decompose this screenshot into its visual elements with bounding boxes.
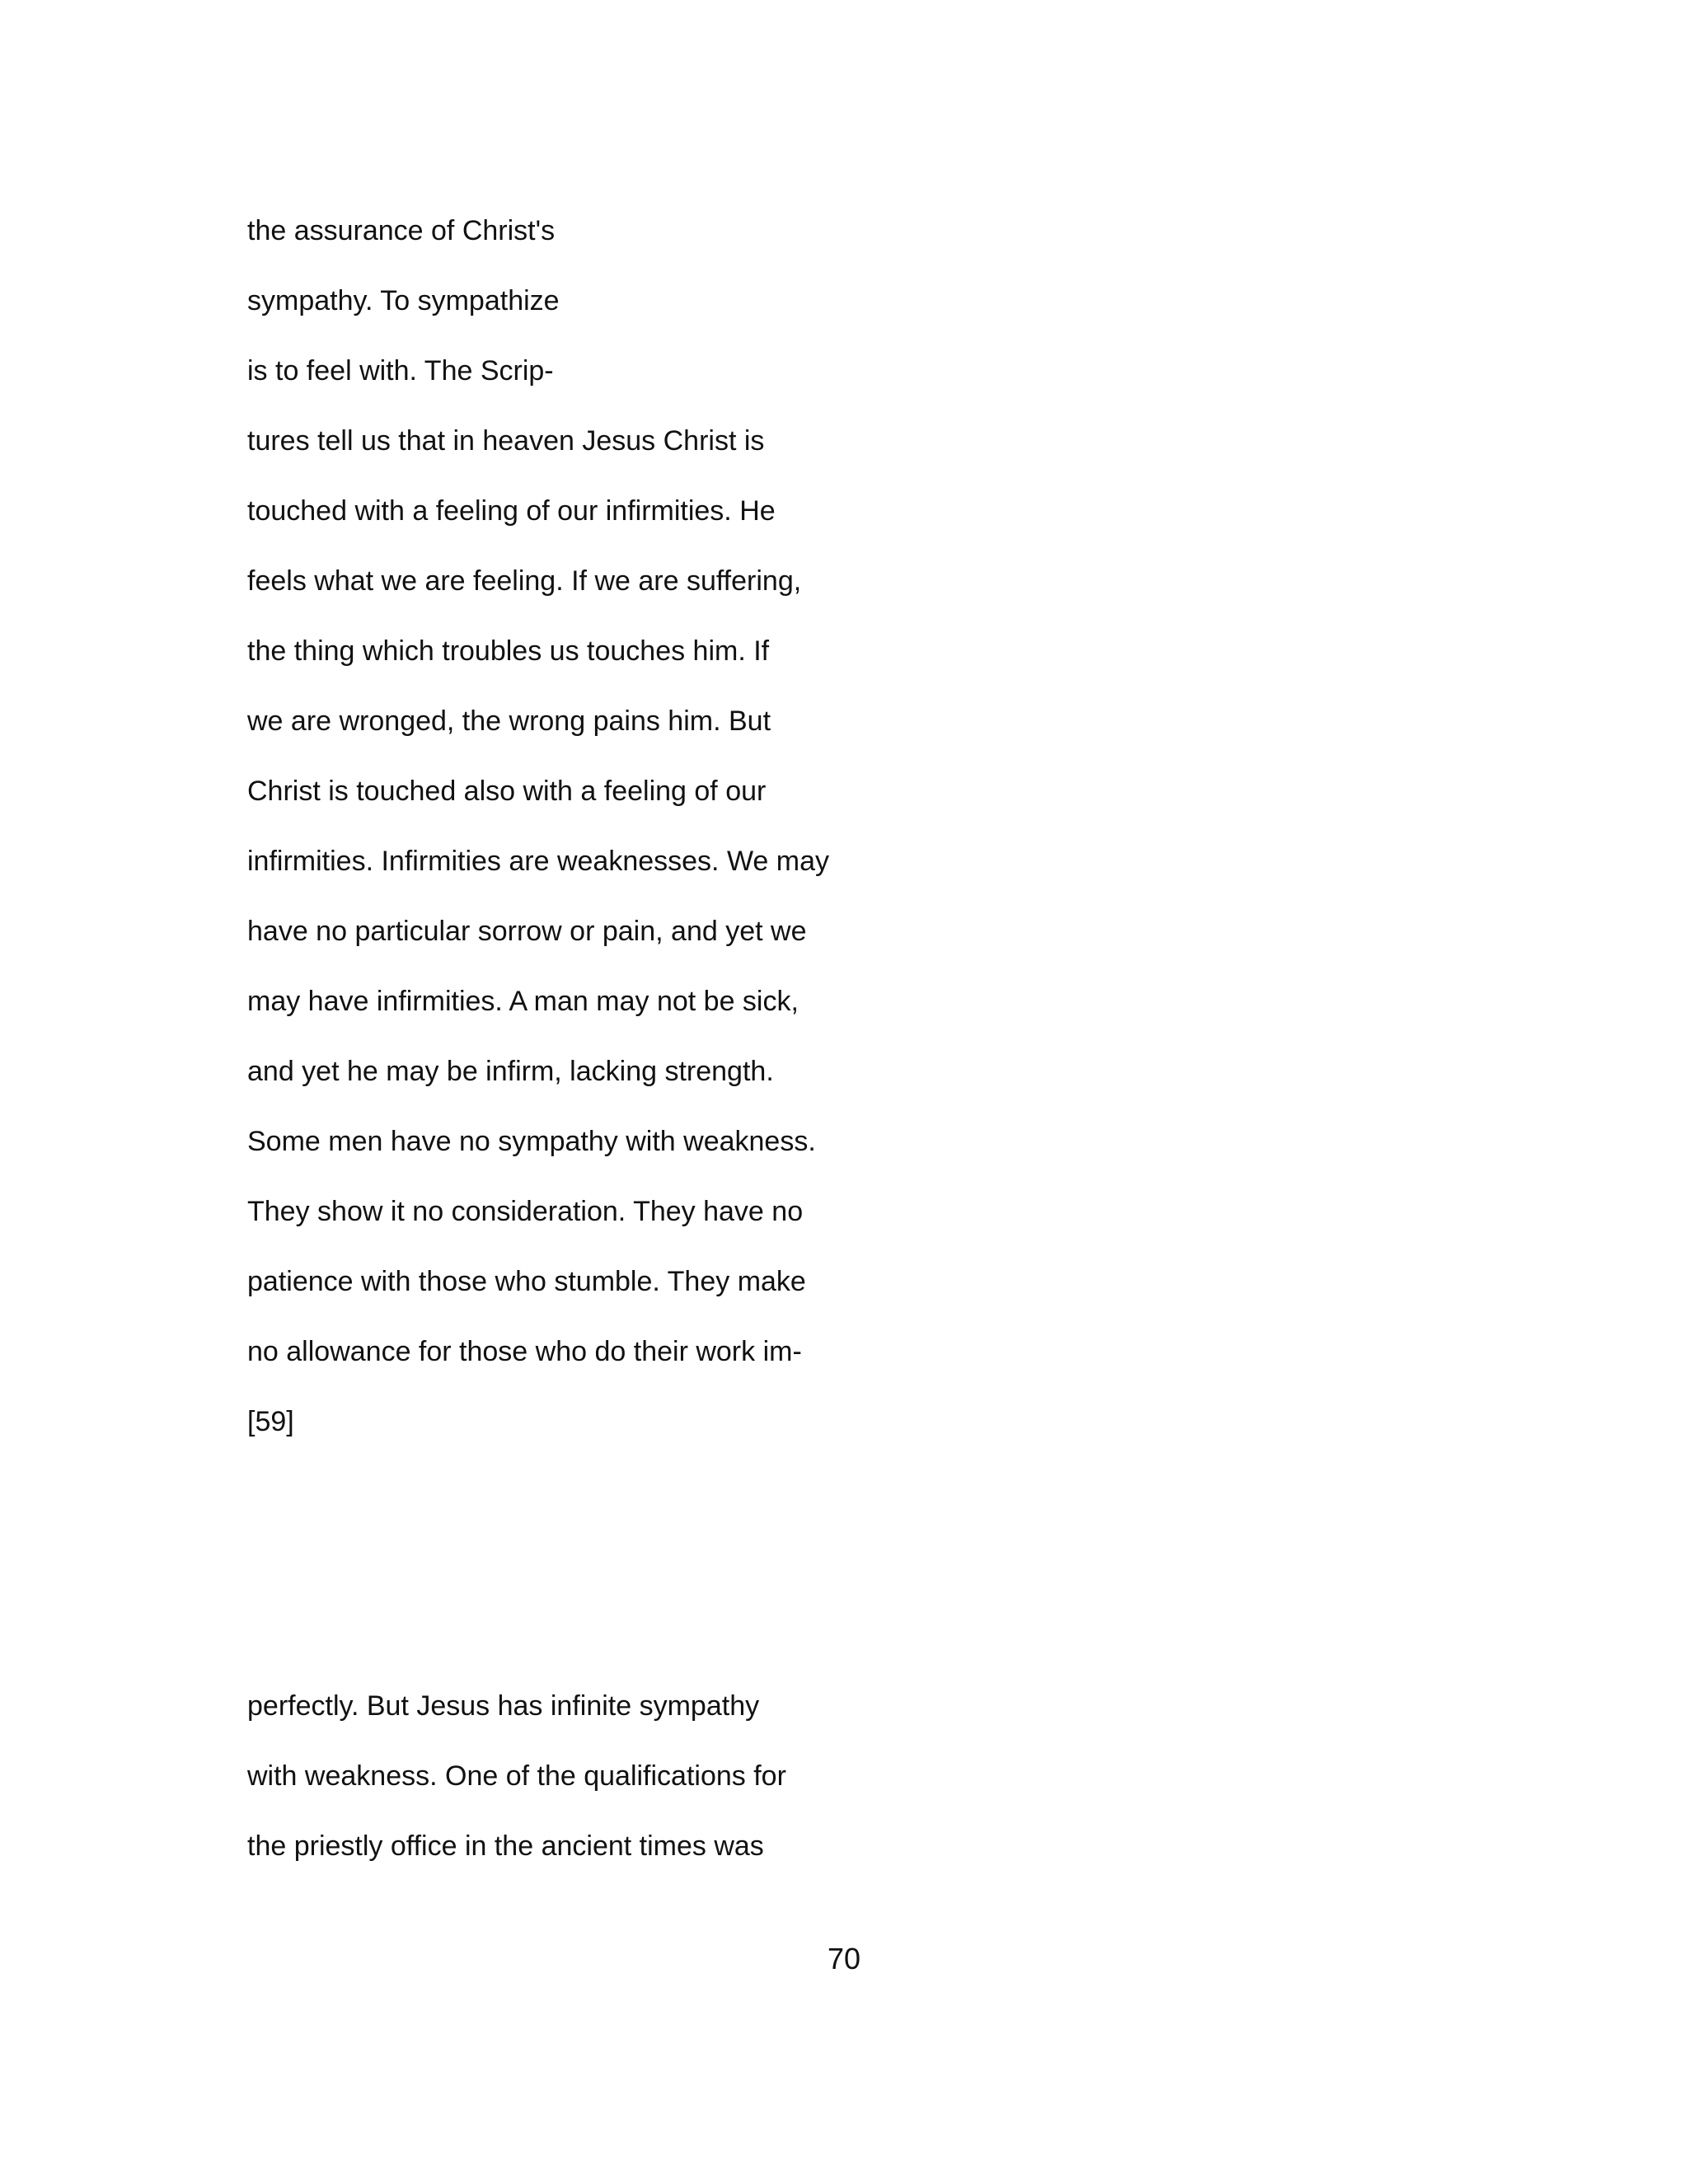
text-line: and yet he may be infirm, lacking strength.: [247, 1056, 774, 1087]
text-line: sympathy. To sympathize: [247, 285, 560, 316]
text-line: patience with those who stumble. They make: [247, 1266, 806, 1297]
text-line: Christ is touched also with a feeling of our: [247, 776, 767, 807]
text-line: Some men have no sympathy with weakness.: [247, 1126, 816, 1157]
text-line: have no particular sorrow or pain, and yet we: [247, 916, 807, 947]
text-line: the thing which troubles us touches him. If: [247, 635, 770, 667]
text-line: with weakness. One of the qualifications for: [247, 1760, 786, 1792]
text-line: may have infirmities. A man may not be sick,: [247, 986, 799, 1017]
text-line: tures tell us that in heaven Jesus Christ is: [247, 425, 765, 457]
text-line: feels what we are feeling. If we are suffering,: [247, 565, 802, 597]
text-block-lower: [247, 1671, 1154, 1882]
page-number: 70: [827, 1942, 861, 1975]
text-line: infirmities. Infirmities are weaknesses. We may: [247, 846, 830, 877]
text-line: touched with a feeling of our infirmities. He: [247, 495, 776, 527]
text-line: is to feel with. The Scrip-: [247, 355, 554, 387]
text-block-upper: [247, 196, 1154, 1457]
text-line: perfectly. But Jesus has infinite sympathy: [247, 1690, 760, 1722]
text-line: no allowance for those who do their work im-: [247, 1336, 802, 1367]
text-line: we are wronged, the wrong pains him. But: [247, 705, 771, 737]
text-line: the priestly office in the ancient times was: [247, 1830, 764, 1862]
text-line: They show it no consideration. They have no: [247, 1196, 804, 1227]
text-line: the assurance of Christ's: [247, 215, 556, 246]
original-page-marker: [59]: [247, 1406, 294, 1437]
